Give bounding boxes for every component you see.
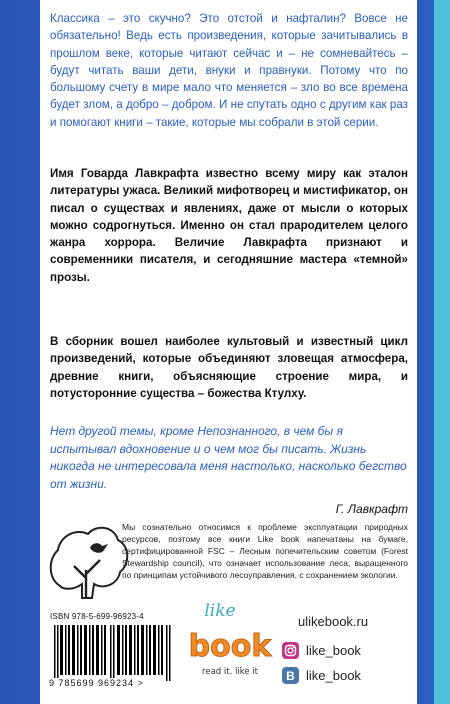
right-cyan-stripe <box>434 0 450 704</box>
barcode-digits: 9 785699 969234 > <box>49 678 144 688</box>
barcode <box>50 625 178 685</box>
vk-link[interactable] <box>282 666 361 684</box>
eco-notice: Мы сознательно относимся к проблеме эксплуатации природных ресурсов, поэтому все книги Like book напечатаны на бумаге, сертифицированной FSC – Лесным попечительским советом (Forest Stewardship council), что означает использование леса, выращенного по принципам устойчивого лесоуправления, с сохранением экологии. <box>122 522 408 580</box>
left-border-stripe <box>0 0 14 704</box>
vk-icon <box>282 667 299 684</box>
logo-like-text: like <box>204 601 236 621</box>
series-intro: Классика – это скучно? Это отстой и нафталин? Вовсе не обязательно! Ведь есть произведения, которые зачитывались в прошлом веке, которые читают сейчас и – не сомневайтесь – будут читать ваши дети, внуки и правнуки. Потому что по большому счету в мире мало что меняется – зло во все времена будет злом, а добро – добром. И не спутать одно с другим как раз и помогают книги – такие, которые мы собрали в этой серии. <box>50 12 408 129</box>
website-link[interactable]: ulikebook.ru <box>298 614 369 629</box>
instagram-handle: like_book <box>306 642 361 658</box>
right-blue-stripe <box>424 0 434 704</box>
vk-handle: like_book <box>306 667 361 683</box>
logo-tagline: read it. like it <box>202 667 258 677</box>
like-book-logo <box>182 600 278 690</box>
logo-book-text: book <box>188 629 272 664</box>
instagram-link[interactable] <box>282 641 361 659</box>
isbn: ISBN 978-5-699-96923-4 <box>50 612 144 621</box>
collection-description: В сборник вошел наиболее культовый и известный цикл произведений, которые объединяют зловещая атмосфера, древние книги, объясняющие строение мира, и потусторонние существа – божества Ктулху. <box>50 335 408 400</box>
author-description: Имя Говарда Лавкрафта известно всему миру как эталон литературы ужаса. Великий мифотворец и мистификатор, он писал о существах и явлениях, даже от мысли о которых можно содрогнуться. Именно он стал прародителем целого жанра хоррора. Величие Лавкрафта признают и современники писателя, и сегодняшние мастера «темной» прозы. <box>50 167 408 284</box>
author-quote: Нет другой темы, кроме Непознанного, в чем бы я испытывал вдохновение и о чем мог бы писать. Жизнь никогда не интересовала меня настолько, насколько бегство от жизни. <box>50 424 407 491</box>
instagram-icon <box>282 642 299 659</box>
back-cover-panel <box>40 0 417 704</box>
quote-author: Г. Лавкрафт <box>335 502 408 516</box>
svg-text:В: В <box>286 668 295 683</box>
